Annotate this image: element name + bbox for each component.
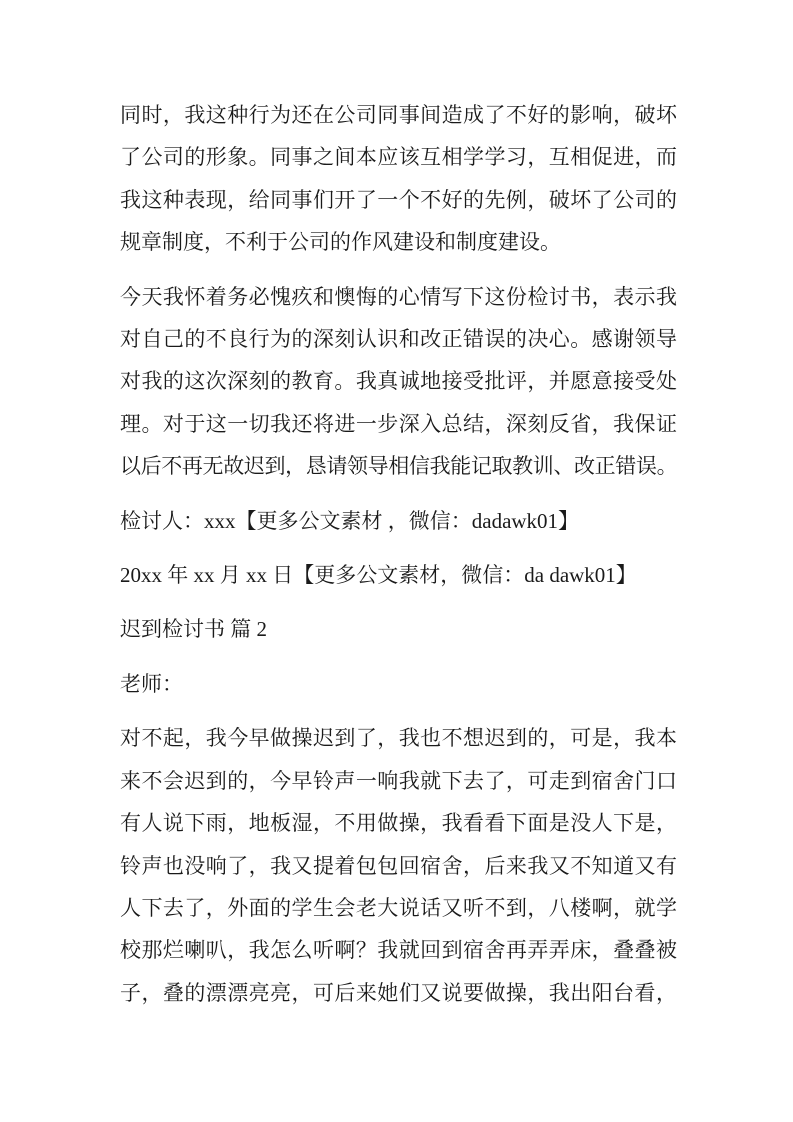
text-line: 校那烂喇叭，我怎么听啊？我就回到宿舍再弄弄床，叠叠被 (120, 938, 677, 963)
text-line: 老师： (120, 671, 183, 696)
paragraph-morning-exercise-story (120, 717, 677, 1014)
text-line: 20xx 年 xx 月 xx 日【更多公文素材，微信：da dawk01】 (120, 563, 637, 588)
text-line: 我这种表现，给同事们开了一个不好的先例，破坏了公司的 (120, 187, 677, 212)
text-line: 今天我怀着务必愧疚和懊悔的心情写下这份检讨书，表示我 (120, 284, 677, 309)
section-title-piece-2 (120, 608, 677, 650)
text-line: 以后不再无故迟到，恳请领导相信我能记取教训、改正错误。 (120, 454, 677, 479)
text-line: 对自己的不良行为的深刻认识和改正错误的决心。感谢领导 (120, 327, 677, 352)
text-line: 规章制度，不利于公司的作风建设和制度建设。 (120, 230, 561, 255)
text-line: 人下去了，外面的学生会老大说话又听不到，八楼啊，就学 (120, 895, 677, 920)
text-line: 理。对于这一切我还将进一步深入总结，深刻反省，我保证 (120, 411, 677, 436)
text-line: 迟到检讨书 篇 2 (120, 617, 267, 642)
text-line: 铃声也没响了，我又提着包包回宿舍，后来我又不知道又有 (120, 853, 677, 878)
text-line: 同时，我这种行为还在公司同事间造成了不好的影响，破坏 (120, 103, 677, 127)
salutation-teacher (120, 663, 677, 705)
text-line: 子，叠的漂漂亮亮，可后来她们又说要做操，我出阳台看， (120, 980, 677, 1005)
text-line: 有人说下雨，地板湿，不用做操，我看看下面是没人下是， (120, 811, 677, 836)
text-line: 对我的这次深刻的教育。我真诚地接受批评，并愿意接受处 (120, 369, 677, 394)
text-line: 来不会迟到的，今早铃声一响我就下去了，可走到宿舍门口 (120, 768, 677, 793)
text-line: 检讨人：xxx【更多公文素材 ，微信：dadawk01】 (120, 508, 580, 533)
signature-line (120, 500, 677, 542)
paragraph-apology-resolve (120, 276, 677, 488)
paragraph-company-impact (120, 94, 677, 264)
text-line: 对不起，我今早做操迟到了，我也不想迟到的，可是，我本 (120, 726, 677, 751)
date-line (120, 554, 677, 596)
text-line: 了公司的形象。同事之间本应该互相学学习，互相促进，而 (120, 145, 677, 170)
document-body (120, 94, 677, 1026)
